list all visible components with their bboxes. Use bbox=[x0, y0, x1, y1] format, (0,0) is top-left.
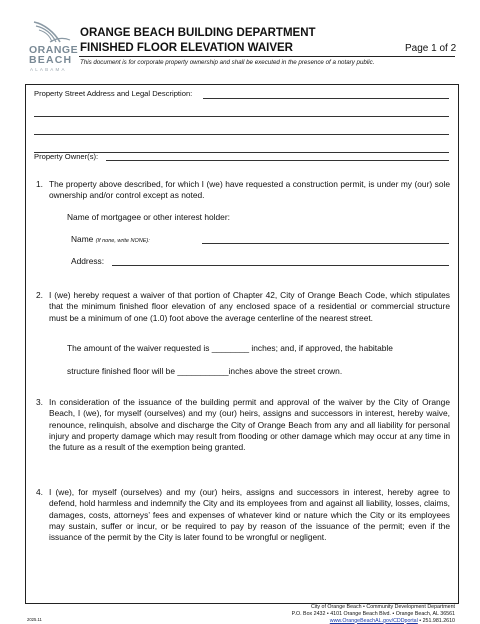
form-subtitle: This document is for corporate property ownership and shall be executed in the presence of a notary public. bbox=[80, 59, 375, 66]
mortgagee-address-line[interactable] bbox=[112, 265, 449, 266]
department-title: ORANGE BEACH BUILDING DEPARTMENT bbox=[80, 27, 316, 39]
clause-2-text: I (we) hereby request a waiver of that portion of Chapter 42, City of Orange Beach Code, which stipulates that the minimum finished floor elevation of any enclosed space of a residential or commercial structure must be a minimum of one (1.0) foot above the average centerline of the nearest street. bbox=[49, 290, 450, 323]
logo-word-orange: ORANGE bbox=[29, 44, 79, 56]
footer-contact bbox=[292, 604, 455, 624]
property-address-label: Property Street Address and Legal Description: bbox=[34, 89, 193, 98]
mortgagee-label: Name of mortgagee or other interest holder: bbox=[67, 212, 230, 222]
property-address-line-3[interactable] bbox=[34, 134, 449, 135]
mortgagee-name-label bbox=[71, 234, 150, 244]
clause-3-number: 3. bbox=[36, 397, 43, 407]
mortgagee-address-label: Address: bbox=[71, 256, 105, 266]
clause-2-number: 2. bbox=[36, 290, 43, 300]
property-address-line-2[interactable] bbox=[34, 116, 449, 117]
property-address-line-1[interactable] bbox=[203, 98, 449, 99]
footer-line-3 bbox=[292, 618, 455, 624]
finished-floor-line: structure finished floor will be ___________inches above the street crown. bbox=[67, 366, 343, 376]
clause-3-text: In consideration of the issuance of the building permit and approval of the waiver by the City of Orange Beach, I (we), for myself (ourselves) and my (our) heirs, assigns and successors in interest, hereby waive, renounce, relinquish, absolve and discharge the City of Orange Beach from any and all liability for personal injury and property damage which may result from flooding or other damage which may occur at any time in the future as a result of the exemption being granted. bbox=[49, 397, 450, 453]
footer-line-1: City of Orange Beach • Community Development Department bbox=[310, 604, 455, 610]
mortgagee-name-text: Name bbox=[71, 234, 94, 244]
clause-1 bbox=[36, 179, 450, 202]
clause-1-number: 1. bbox=[36, 179, 43, 189]
logo-word-beach: BEACH bbox=[29, 54, 73, 66]
mortgagee-name-hint: (If none, write NONE): bbox=[95, 238, 150, 244]
footer-line-2: P.O. Box 2432 • 4101 Orange Beach Blvd. • Orange Beach, AL 36561 bbox=[291, 610, 455, 617]
clause-2 bbox=[36, 290, 450, 324]
header-divider bbox=[79, 56, 455, 57]
revision-code: 2025.11 bbox=[27, 617, 42, 622]
logo-word-alabama: ALABAMA bbox=[30, 67, 67, 72]
orange-beach-logo bbox=[28, 20, 79, 74]
clause-3 bbox=[36, 397, 450, 453]
property-owner-line[interactable] bbox=[106, 160, 449, 161]
clause-4-text: I (we), for myself (ourselves) and my (our) heirs, assigns and successors in interest, hereby agree to defend, hold harmless and indemnify the City and its employees from and against all liability, losses, claims, damages, costs, attorneys’ fees and expenses of whatever kind or nature which the City or its employees may sustain, suffer or incur, or be required to pay by reason of the issuance of the permit; even if the issuance of the permit by the City is later found to be wrongful or negligent. bbox=[49, 487, 450, 543]
cdd-portal-link[interactable]: www.OrangeBeachAL.gov/CDDportal bbox=[329, 617, 418, 624]
clause-1-text: The property above described, for which I (we) have requested a construction permit, is under my (our) sole ownership and/or control except as noted. bbox=[49, 179, 450, 201]
clause-4-number: 4. bbox=[36, 487, 43, 497]
form-title: FINISHED FLOOR ELEVATION WAIVER bbox=[80, 42, 293, 54]
clause-4 bbox=[36, 487, 450, 543]
logo-swoosh-icon bbox=[30, 20, 72, 46]
waiver-amount-line: The amount of the waiver requested is ________ inches; and, if approved, the habitable bbox=[67, 343, 393, 353]
page-indicator: Page 1 of 2 bbox=[405, 43, 457, 54]
mortgagee-name-line[interactable] bbox=[202, 243, 449, 244]
footer-phone: • 251.981.2610 bbox=[417, 617, 455, 624]
property-owner-label: Property Owner(s): bbox=[34, 152, 99, 161]
